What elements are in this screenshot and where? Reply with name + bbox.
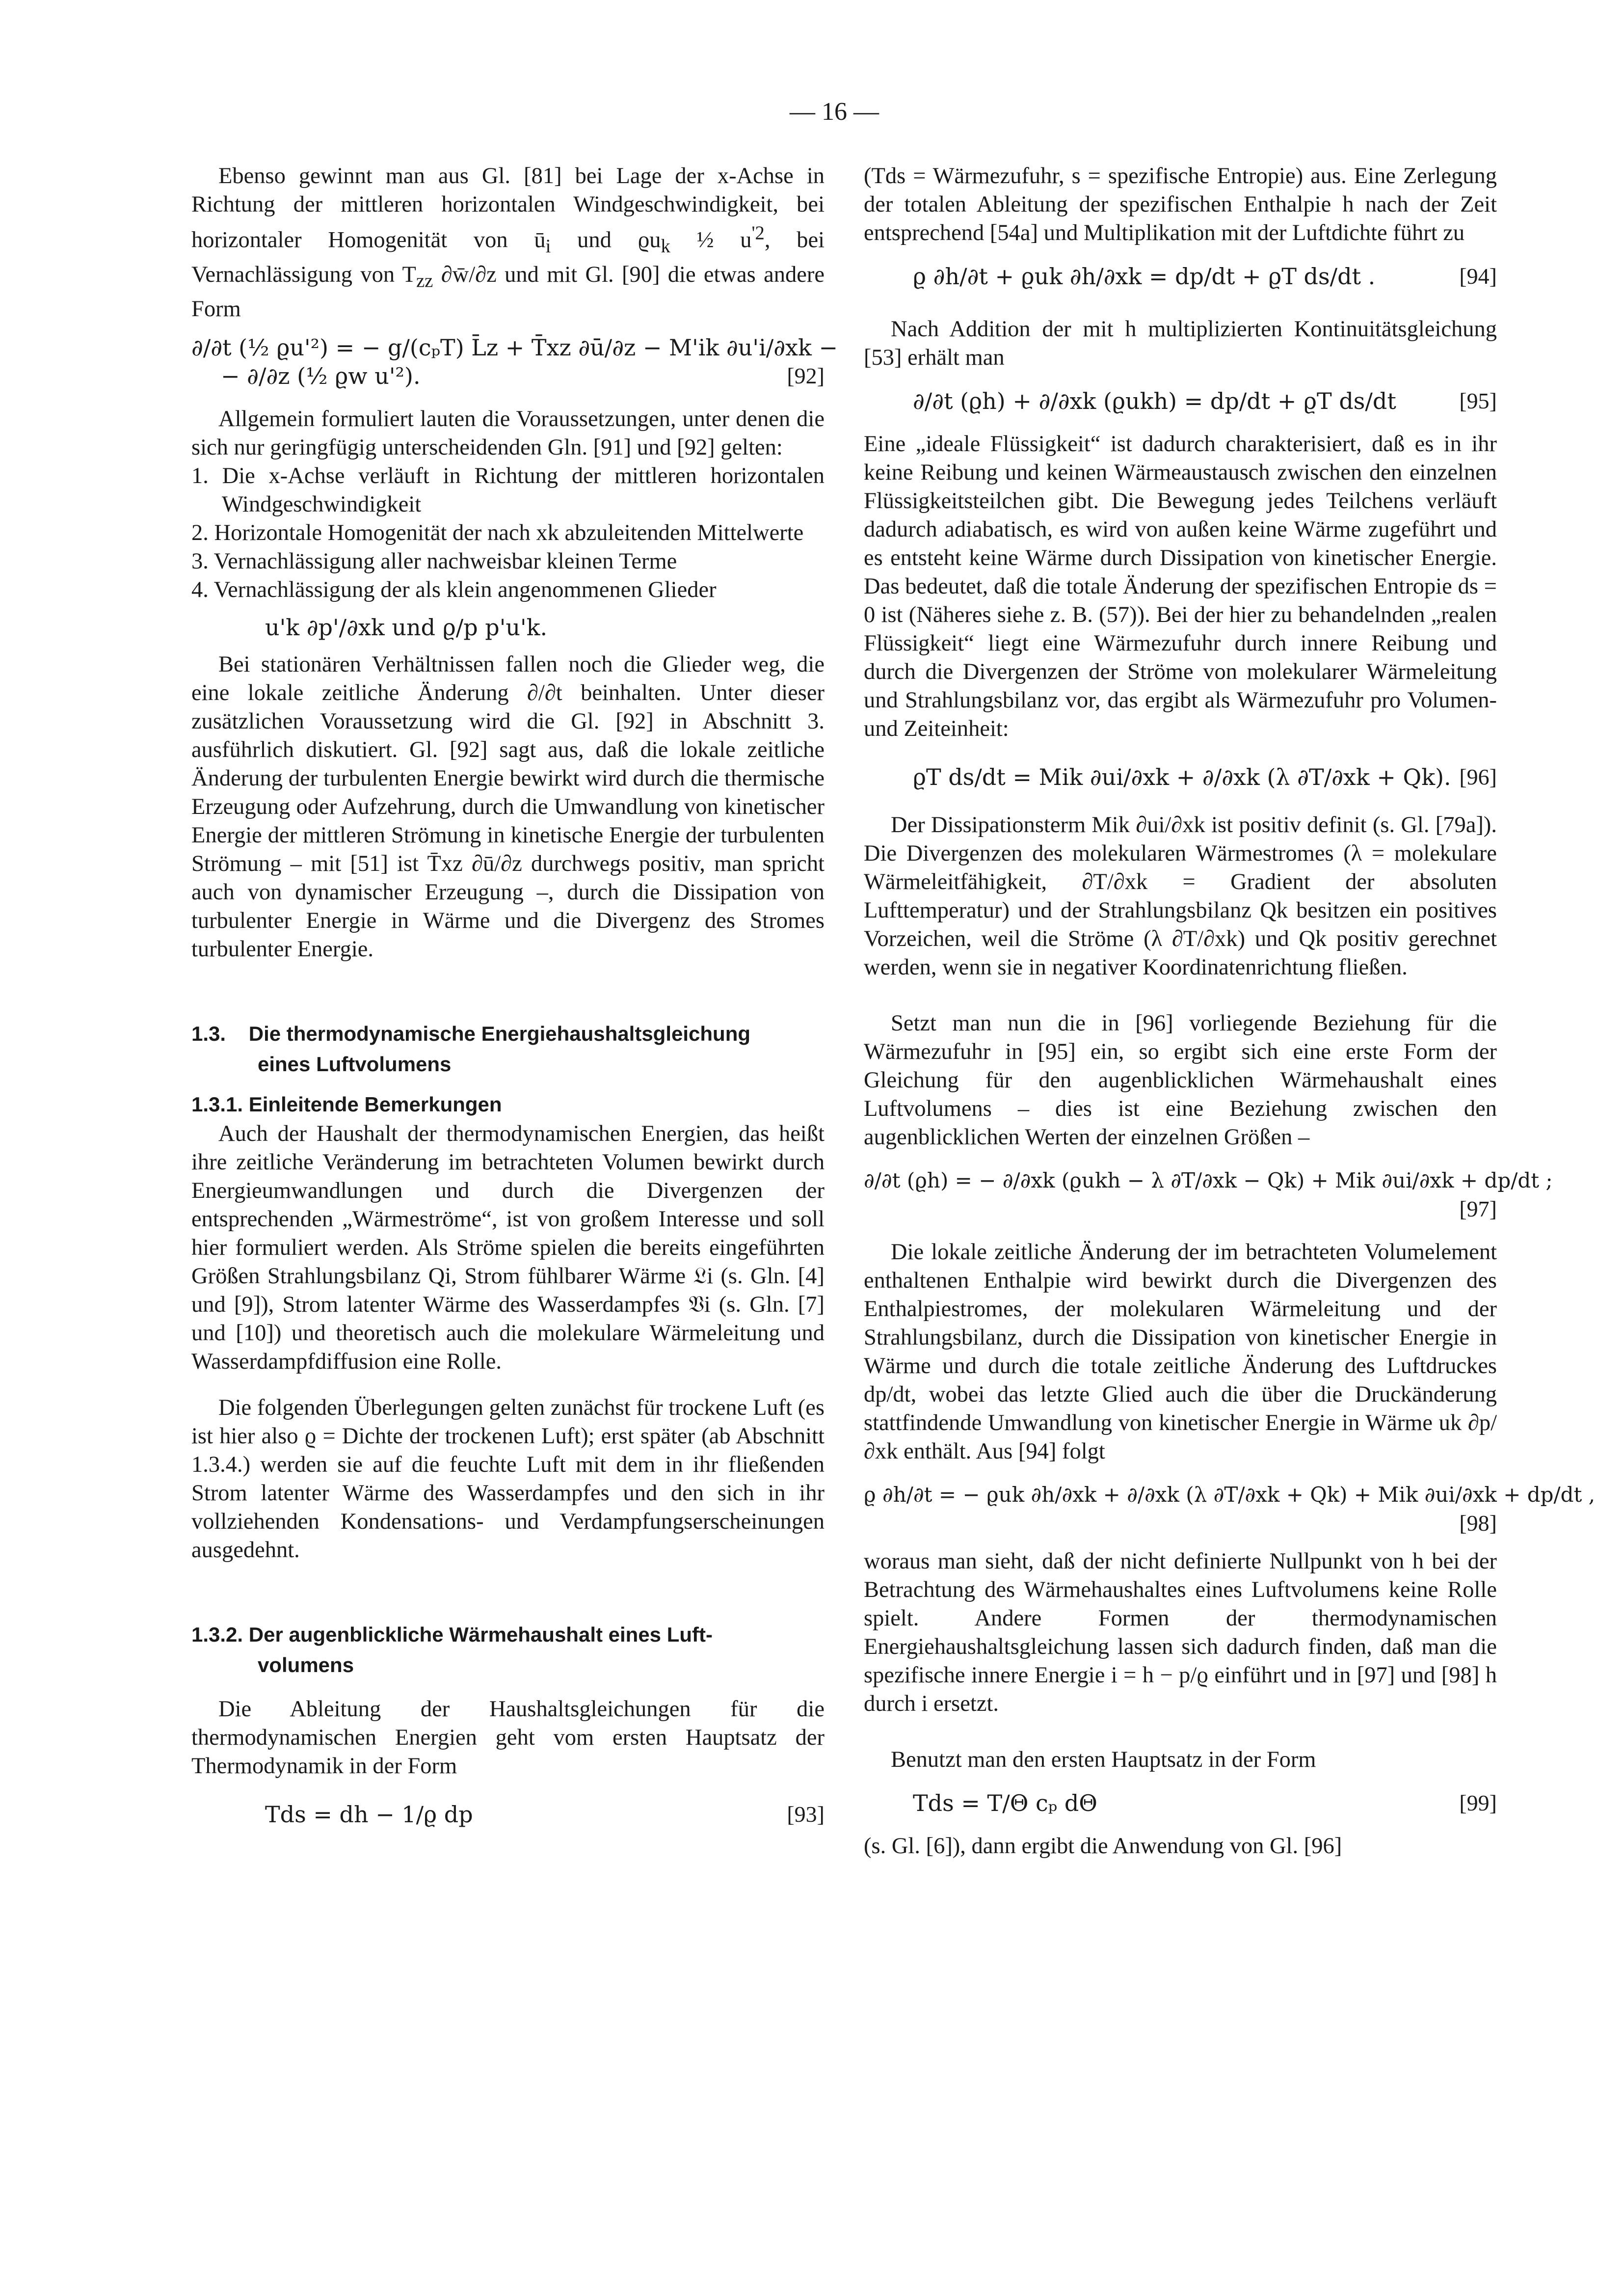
- equation-number: [94]: [1459, 264, 1497, 289]
- equation-93: Tds = dh − 1/ϱ dp [93]: [265, 1801, 825, 1828]
- equation-number: [93]: [787, 1802, 825, 1827]
- list-item: 2. Horizontale Homogenität der nach xk abzuleitenden Mittelwerte: [191, 520, 804, 546]
- section-heading-1-3-cont: eines Luftvolumens: [258, 1053, 452, 1076]
- paragraph: Nach Addition der mit h multiplizierten Kontinuitätsgleichung [53] erhält man: [864, 317, 1497, 370]
- equation-99: Tds = T/Θ cₚ dΘ [99]: [913, 1790, 1497, 1816]
- paragraph: Die Ableitung der Haushaltsgleichungen für die thermodynamischen Energien geht vom ersten Hauptsatz der Thermodynamik in der Form: [191, 1697, 825, 1779]
- section-heading-1-3-2: 1.3.2. Der augenblickliche Wärmehaushalt eines Luft-: [191, 1623, 713, 1647]
- paragraph: woraus man sieht, daß der nicht definierte Nullpunkt von h bei der Betrachtung des Wärmehaushaltes eines Luftvolumens keine Rolle spielt. Andere Formen der thermodynamischen Energiehaushaltsgleichung lassen sich dadurch finden, daß man die spezifische innere Energie i = h − p/ϱ einführt und in [97] und [98] h durch i ersetzt.: [864, 1549, 1497, 1716]
- equation-number: [92]: [787, 363, 825, 389]
- paragraph: Die lokale zeitliche Änderung der im betrachteten Volumelement enthaltenen Enthalpie wird bewirkt durch die Divergenzen des Enthalpiestromes, der molekularen Wärmeleitung und der Strahlungsbilanz, durch die Dissipation von kinetischer Energie in Wärme und durch die totale zeitliche Änderung des Luftdruckes dp/dt, wobei das letzte Glied auch die über die Druckänderung stattfindende Umwandlung von kinetischer Energie in Wärme uk ∂p/∂xk enthält. Aus [94] folgt: [864, 1240, 1497, 1464]
- paragraph: Setzt man nun die in [96] vorliegende Beziehung für die Wärmezufuhr in [95] ein, so ergibt sich eine erste Form der Gleichung für den augenblicklichen Wärmehaushalt eines Luftvolumens – dies ist eine Beziehung zwischen den augenblicklichen Werten der einzelnen Größen –: [864, 1011, 1497, 1150]
- conditions-list: [191, 462, 825, 604]
- equation-92-cont: − ∂/∂z (½ ϱw u'²). [92]: [221, 363, 825, 390]
- right-column: [864, 162, 1596, 1861]
- equation-94: ϱ ∂h/∂t + ϱuk ∂h/∂xk = dp/dt + ϱT ds/dt . [94]: [913, 263, 1497, 290]
- equation-92: ∂/∂t (½ ϱu'²) = − g/(cₚT) L̄z + T̄xz ∂ū/∂z − M'ik ∂u'i/∂xk −: [191, 334, 838, 361]
- paragraph: Eine „ideale Flüssigkeit“ ist dadurch charakterisiert, daß es in ihr keine Reibung und keinen Wärmeaustausch zwischen den einzelnen Flüssigkeitsteilchen gibt. Die Bewegung jedes Teilchens verläuft dadurch adiabatisch, es wird von außen keine Wärme zugeführt und es entsteht keine Wärme durch Dissipation von kinetischer Energie. Das bedeutet, daß die totale Änderung der spezifischen Entropie ds = 0 ist (Näheres siehe z. B. (57)). Bei der hier zu behandelnden „realen Flüssigkeit“ liegt eine Wärmezufuhr durch innere Reibung und durch die Divergenzen der Ströme von molekularer Wärmeleitung und Strahlungsbilanz vor, das ergibt als Wärmezufuhr pro Volumen- und Zeiteinheit:: [864, 432, 1497, 741]
- paragraph: Benutzt man den ersten Hauptsatz in der Form: [891, 1747, 1316, 1772]
- paragraph: Die folgenden Überlegungen gelten zunächst für trockene Luft (es ist hier also ϱ = Dichte der trockenen Luft); erst später (ab Abschnitt 1.3.4.) werden sie auf die feuchte Luft mit dem in ihr fließenden Strom latenter Wärme des Wasserdampfes und den sich in ihr vollziehenden Kondensations- und Verdampfungserscheinungen ausgedehnt.: [191, 1395, 825, 1563]
- equation-number: [96]: [1459, 764, 1497, 789]
- paragraph: Auch der Haushalt der thermodynamischen Energien, das heißt ihre zeitliche Veränderung im betrachteten Volumen bewirkt durch Energieumwandlungen und durch die Divergenzen der entsprechenden „Wärmeströme“, ist von großem Interesse und soll hier formuliert werden. Als Ströme spielen die bereits eingeführten Größen Strahlungsbilanz Qi, Strom fühlbarer Wärme 𝔏i (s. Gln. [4] und [9]), Strom latenter Wärme des Wasserdampfes 𝔙i (s. Gln. [7] und [10]) und theoretisch auch die molekulare Wärmeleitung und Wasserdampfdiffusion eine Rolle.: [191, 1121, 825, 1375]
- section-heading-1-3-2-cont: volumens: [258, 1653, 354, 1677]
- paragraph: Allgemein formuliert lauten die Voraussetzungen, unter denen die sich nur geringfügig unterscheidenden Gln. [91] und [92] gelten:: [191, 406, 825, 460]
- equation-95: ∂/∂t (ϱh) + ∂/∂xk (ϱukh) = dp/dt + ϱT ds/dt [95]: [913, 388, 1497, 414]
- section-heading-1-3-1: 1.3.1. Einleitende Bemerkungen: [191, 1093, 502, 1116]
- paragraph: Ebenso gewinnt man aus Gl. [81] bei Lage der x-Achse in Richtung der mittleren horizontalen Windgeschwindigkeit, bei horizontaler Homogenität von $ū_i$ und $ϱu_k$ ½ $u^{'2}$, bei Vernachlässigung von $T_{zz}$ ∂w̄/∂z und mit Gl. [90] die etwas andere Form: [191, 163, 825, 322]
- list-item: 3. Vernachlässigung aller nachweisbar kleinen Terme: [191, 549, 677, 574]
- section-heading-1-3: 1.3. Die thermodynamische Energiehaushaltsgleichung: [191, 1022, 751, 1046]
- equation-97: ∂/∂t (ϱh) = − ∂/∂xk (ϱukh − λ ∂T/∂xk − Qk) + Mik ∂ui/∂xk + dp/dt ;: [864, 1168, 1553, 1192]
- list-item: 4. Vernachlässigung der als klein angenommenen Glieder: [191, 577, 717, 603]
- equation-97-number: [864, 1195, 1497, 1223]
- paragraph: Der Dissipationsterm Mik ∂ui/∂xk ist positiv definit (s. Gl. [79a]). Die Divergenzen des molekularen Wärmestromes (λ = molekulare Wärmeleitfähigkeit, ∂T/∂xk = Gradient der absoluten Lufttemperatur) und der Strahlungsbilanz Qk besitzen ein positives Vorzeichen, weil die Ströme (λ ∂T/∂xk) und Qk positiv gerechnet werden, wenn sie in negativer Koordinatenrichtung fließen.: [864, 812, 1497, 980]
- list-item: 1. Die x-Achse verläuft in Richtung der mittleren horizontalen Windgeschwindigkeit: [191, 463, 825, 517]
- equation-number: [99]: [1459, 1790, 1497, 1815]
- paragraph: (Tds = Wärmezufuhr, s = spezifische Entropie) aus. Eine Zerlegung der totalen Ableitung der spezifischen Enthalpie h nach der Zeit entsprechend [54a] und Multiplikation mit der Luftdichte führt zu: [864, 163, 1497, 245]
- equation-96: ϱT ds/dt = Mik ∂ui/∂xk + ∂/∂xk (λ ∂T/∂xk + Qk). [96]: [913, 764, 1497, 790]
- paragraph: Bei stationären Verhältnissen fallen noch die Glieder weg, die eine lokale zeitliche Änderung ∂/∂t beinhalten. Unter dieser zusätzlichen Voraussetzung wird die Gl. [92] in Abschnitt 3. ausführlich diskutiert. Gl. [92] sagt aus, daß die lokale zeitliche Änderung der turbulenten Energie bewirkt wird durch die thermische Erzeugung oder Aufzehrung, durch die Umwandlung von kinetischer Energie der mittleren Strömung in kinetische Energie der turbulenten Strömung – mit [51] ist T̄xz ∂ū/∂z durchwegs positiv, man spricht auch von dynamischer Erzeugung –, durch die Dissipation von turbulenter Energie in Wärme und die Divergenz des Stromes turbulenter Energie.: [191, 652, 825, 962]
- equation-98-number: [864, 1509, 1497, 1538]
- page-number: — 16 —: [790, 98, 879, 126]
- equation-98: ϱ ∂h/∂t = − ϱuk ∂h/∂xk + ∂/∂xk (λ ∂T/∂xk + Qk) + Mik ∂ui/∂xk + dp/dt ,: [864, 1483, 1596, 1507]
- equation-list: u'k ∂p'/∂xk und ϱ/p p'u'k.: [265, 614, 548, 641]
- paragraph: (s. Gl. [6]), dann ergibt die Anwendung von Gl. [96]: [864, 1834, 1342, 1859]
- equation-number: [98]: [1459, 1511, 1497, 1536]
- equation-number: [97]: [1459, 1196, 1497, 1221]
- equation-number: [95]: [1459, 388, 1497, 413]
- left-column: [191, 162, 838, 1829]
